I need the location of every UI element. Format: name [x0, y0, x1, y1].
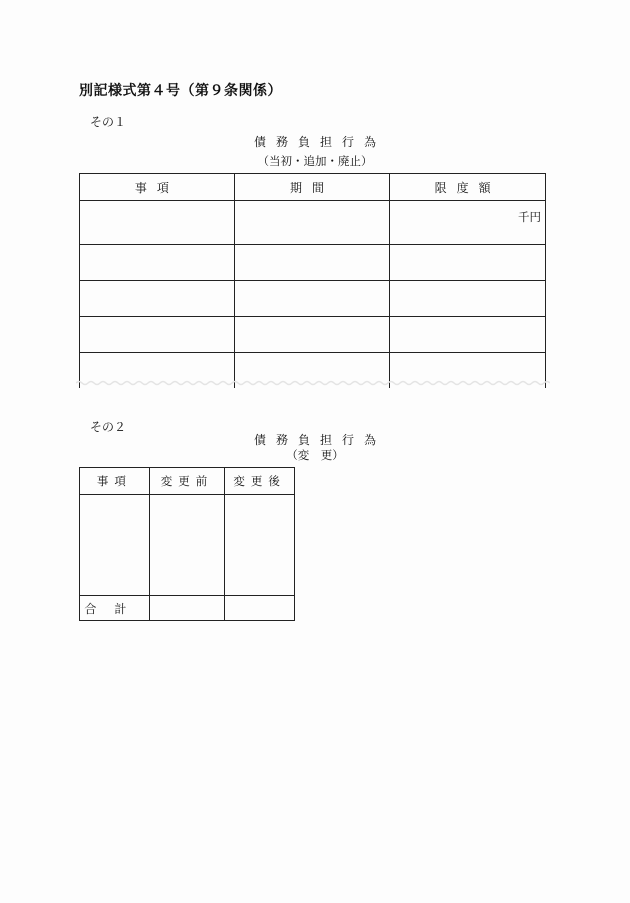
table-cell[interactable] — [390, 281, 546, 317]
total-label: 合計 — [80, 596, 150, 621]
table-cell[interactable] — [80, 317, 235, 353]
table-cell[interactable] — [234, 245, 390, 281]
debt-burden-table — [79, 173, 546, 388]
column-header-limit: 限度額 — [390, 174, 546, 201]
table-cell[interactable] — [234, 317, 390, 353]
column-header-period: 期間 — [234, 174, 390, 201]
section2-label: その２ — [90, 420, 127, 434]
debt-burden-change-table — [79, 467, 295, 621]
table-header-row — [80, 174, 546, 201]
table-row — [80, 281, 546, 317]
table-cell[interactable] — [234, 281, 390, 317]
column-header-after: 変更後 — [225, 468, 295, 495]
table-cell[interactable] — [390, 317, 546, 353]
section1-subheading: （当初・追加・廃止） — [257, 154, 373, 168]
table-cell[interactable] — [80, 495, 150, 596]
table-row — [80, 317, 546, 353]
table-row — [80, 495, 295, 596]
table-row — [80, 245, 546, 281]
table-cell[interactable] — [80, 201, 235, 245]
table-cell[interactable] — [234, 201, 390, 245]
total-after-cell[interactable] — [225, 596, 295, 621]
form-title: 別記様式第４号（第９条関係） — [79, 83, 282, 99]
column-header-before: 変更前 — [149, 468, 225, 495]
table-cell[interactable] — [80, 245, 235, 281]
section1-heading: 債務負担行為 — [253, 135, 386, 149]
column-header-item: 事項 — [80, 468, 150, 495]
table-cell[interactable] — [225, 495, 295, 596]
section2-heading: 債務負担行為 — [253, 433, 386, 447]
table-footer-row — [80, 596, 295, 621]
total-before-cell[interactable] — [149, 596, 225, 621]
table-break-wave — [76, 378, 550, 388]
table-header-row — [80, 468, 295, 495]
unit-label[interactable]: 千円 — [390, 201, 546, 245]
table-cell[interactable] — [390, 245, 546, 281]
section2-subheading: （変 更） — [286, 448, 344, 462]
column-header-item: 事項 — [80, 174, 235, 201]
table-cell[interactable] — [80, 281, 235, 317]
table-row — [80, 201, 546, 245]
table-cell[interactable] — [149, 495, 225, 596]
section1-label: その１ — [90, 115, 127, 129]
